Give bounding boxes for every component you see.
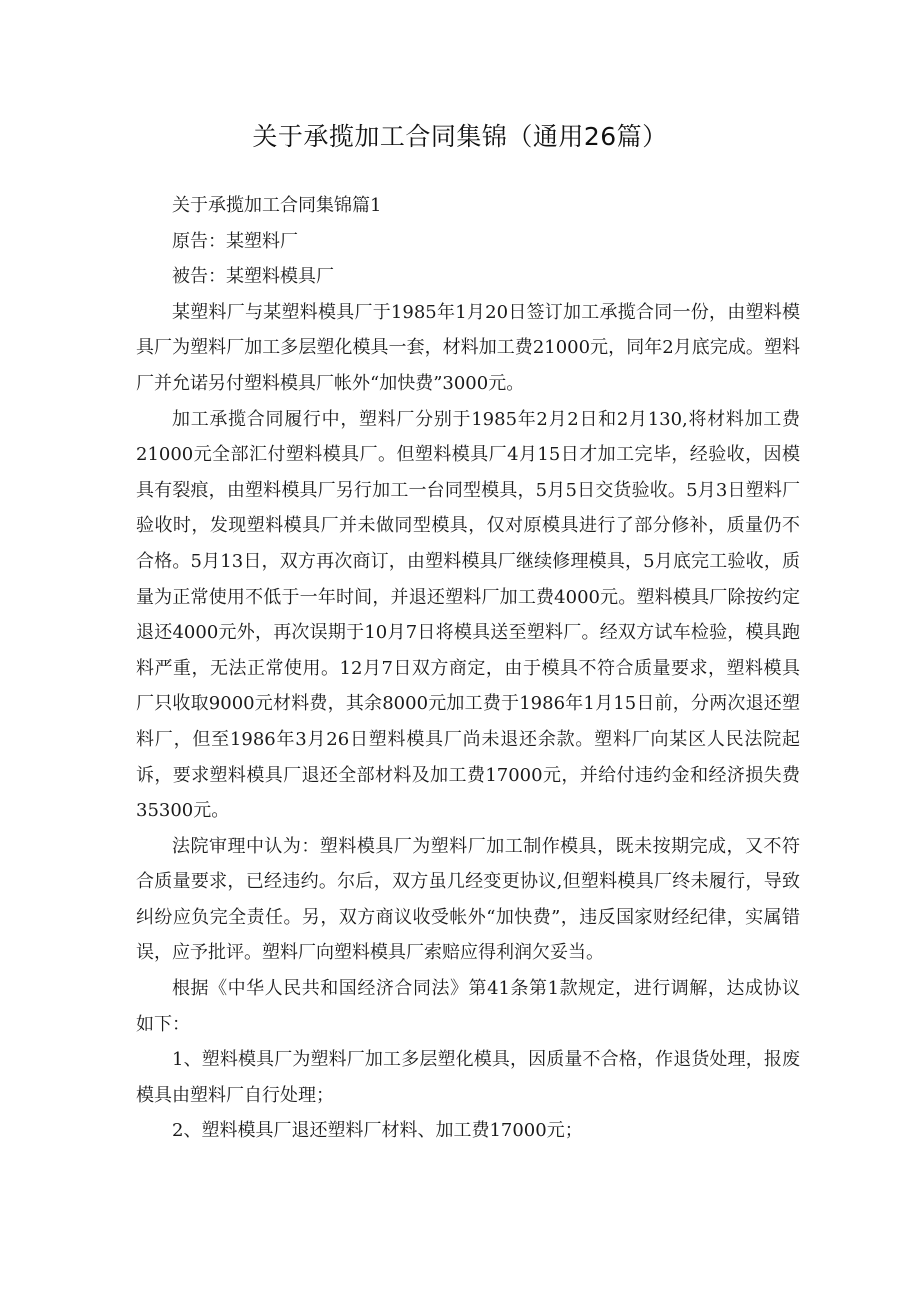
agreement-item: 2、塑料模具厂退还塑料厂材料、加工费17000元； [172,1120,583,1142]
document-title: 关于承揽加工合同集锦（通用26篇） [252,122,668,151]
paragraph: 根据《中华人民共和国经济合同法》第41条第1款规定，进行调解，达成协议如下： [136,978,800,1035]
defendant-line: 被告：某塑料模具厂 [172,266,334,288]
paragraph: 加工承揽合同履行中，塑料厂分别于1985年2月2日和2月130,将材料加工费21000元全部汇付塑料模具厂。但塑料模具厂4月15日才加工完毕，经验收，因模具有裂痕，由塑料模具厂另行加工一台同型模具，5月5日交货验收。5月3日塑料厂验收时，发现塑料模具厂并未做同型模具，仅对原模具进行了部分修补，质量仍不合格。5月13日，双方再次商订，由塑料模具厂继续修理模具，5月底完工验收，质量为正常使用不低于一年时间，并退还塑料厂加工费4000元。塑料模具厂除按约定退还4000元外，再次误期于10月7日将模具送至塑料厂。经双方试车检验，模具跑料严重，无法正常使用。12月7日双方商定，由于模具不符合质量要求，塑料模具厂只收取9000元材料费，其余8000元加工费于1986年1月15日前，分两次退还塑料厂，但至1986年3月26日塑料模具厂尚未退还余款。塑料厂向某区人民法院起诉，要求塑料模具厂退还全部材料及加工费17000元，并给付违约金和经济损失费35300元。 [136,408,800,822]
plaintiff-line: 原告：某塑料厂 [172,230,298,252]
paragraph: 某塑料厂与某塑料模具厂于1985年1月20日签订加工承揽合同一份，由塑料模具厂为塑料厂加工多层塑化模具一套，材料加工费21000元，同年2月底完成。塑料厂并允诺另付塑料模具厂帐外“加快费”3000元。 [136,301,800,394]
agreement-item: 1、塑料模具厂为塑料厂加工多层塑化模具，因质量不合格，作退货处理，报废模具由塑料厂自行处理； [136,1049,800,1106]
section-heading: 关于承揽加工合同集锦篇1 [172,195,382,216]
paragraph: 法院审理中认为：塑料模具厂为塑料厂加工制作模具，既未按期完成，又不符合质量要求，已经违约。尔后，双方虽几经变更协议,但塑料模具厂终未履行，导致纠纷应负完全责任。另，双方商议收受帐外“加快费”，违反国家财经纪律，实属错误，应予批评。塑料厂向塑料模具厂索赔应得利润欠妥当。 [136,835,800,964]
document-body [136,188,800,1149]
